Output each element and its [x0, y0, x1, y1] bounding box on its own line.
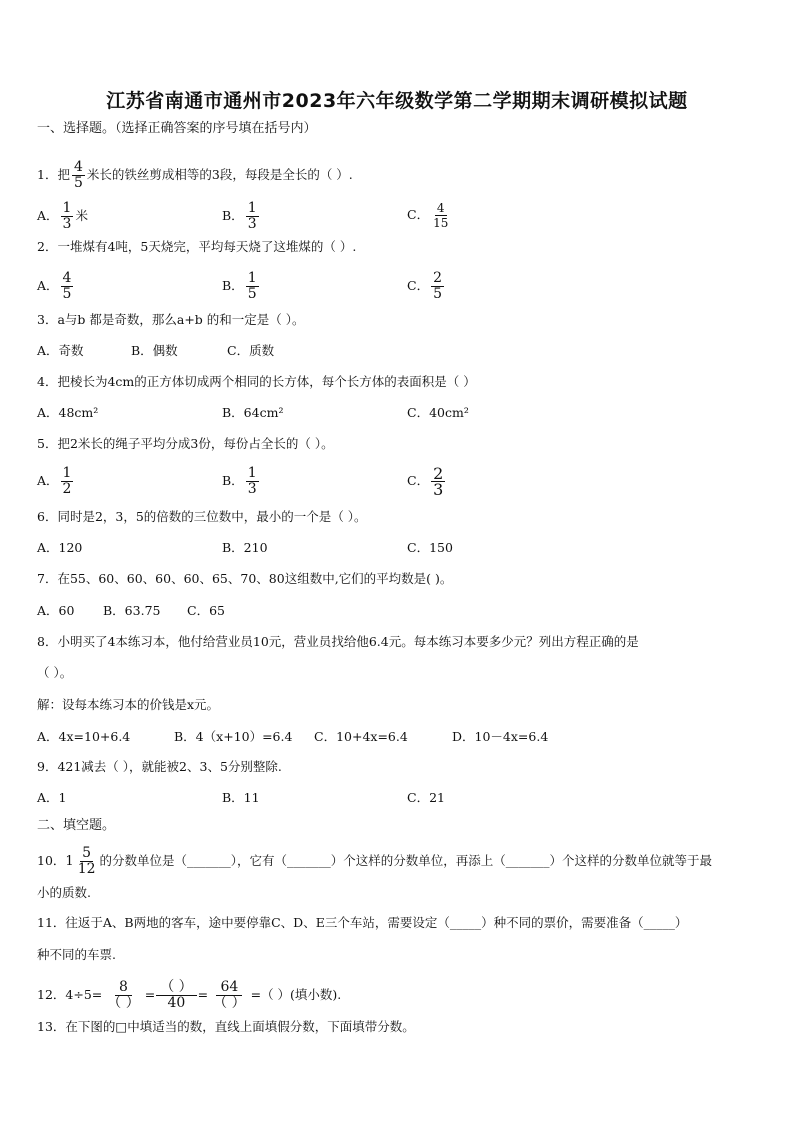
option-b[interactable]: B．210 [222, 540, 268, 555]
question-9: 9．421减去（ ），就能被2、3、5分别整除. [37, 759, 282, 774]
question-2: 2．一堆煤有4吨，5天烧完，平均每天烧了这堆煤的（ ）. [37, 239, 357, 254]
question-11-line2: 种不同的车票. [37, 947, 116, 962]
option-b[interactable]: B．11 [222, 790, 260, 805]
option-b[interactable]: B．64cm² [222, 405, 284, 420]
question-11: 11．往返于A、B两地的客车，途中要停靠C、D、E三个车站，需要设定（_____）种不同的票价，需要准备（_____） [37, 915, 688, 930]
question-1: 1．把 $\frac{4}{5}$ 米长的铁丝剪成相等的3段，每段是全长的（ ）. [37, 159, 353, 191]
question-12: 12．4÷5= $\frac{8}{( )}$ = $\frac{( )}{40}$ = $\frac{64}{( )}$ =（ ）(填小数). [37, 979, 342, 1011]
question-4: 4．把棱长为4cm的正方体切成两个相同的长方体，每个长方体的表面积是（ ） [37, 374, 476, 389]
question-8-blank: （ ）。 [37, 665, 73, 680]
option-c[interactable]: C． $\frac{2}{5}$ [407, 270, 442, 302]
fraction-1[interactable]: $\frac{8}{( )}$ [107, 979, 140, 1011]
option-d[interactable]: D．10－4x=6.4 [452, 729, 549, 744]
option-a[interactable]: A．1 [37, 790, 67, 805]
option-a[interactable]: A． $\frac{1}{2}$ [37, 465, 72, 497]
option-a[interactable]: A．60 [37, 603, 75, 618]
fraction: $\frac{4}{5}$ [73, 159, 83, 191]
option-a[interactable]: A． $\frac{4}{5}$ [37, 270, 72, 302]
fraction-3[interactable]: $\frac{64}{( )}$ [213, 979, 246, 1011]
question-10-line2: 小的质数. [37, 885, 91, 900]
option-c[interactable]: C．65 [187, 603, 225, 618]
option-b[interactable]: B． $\frac{1}{3}$ [222, 465, 257, 497]
mixed-number: 1 $\frac{5}{12}$ [65, 845, 96, 877]
option-a[interactable]: A． $\frac{1}{3}$ 米 [37, 200, 88, 232]
option-b[interactable]: B．63.75 [103, 603, 161, 618]
option-c[interactable]: C．40cm² [407, 405, 469, 420]
option-a[interactable]: A．48cm² [37, 405, 99, 420]
question-13: 13．在下图的□中填适当的数，直线上面填假分数，下面填带分数。 [37, 1019, 415, 1034]
option-c[interactable]: C．150 [407, 540, 453, 555]
question-8-solution: 解：设每本练习本的价钱是x元。 [37, 697, 220, 712]
option-c[interactable]: C． $\frac{4}{15}$ [407, 201, 449, 230]
option-c[interactable]: C．质数 [227, 343, 275, 358]
question-6: 6．同时是2，3，5的倍数的三位数中，最小的一个是（ ）。 [37, 509, 367, 524]
question-3: 3．a与b 都是奇数，那么a+b 的和一定是（ ）。 [37, 312, 305, 327]
question-5: 5．把2米长的绳子平均分成3份，每份占全长的（ ）。 [37, 436, 334, 451]
option-b[interactable]: B． $\frac{1}{5}$ [222, 270, 257, 302]
option-a[interactable]: A．120 [37, 540, 83, 555]
question-8: 8．小明买了4本练习本，他付给营业员10元，营业员找给他6.4元。每本练习本要多少元？列出方程正确的是 [37, 634, 639, 649]
option-a[interactable]: A．奇数 [37, 343, 84, 358]
option-b[interactable]: B．4（x+10）=6.4 [174, 729, 293, 744]
question-7: 7．在55、60、60、60、60、65、70、80这组数中,它们的平均数是( )。 [37, 571, 453, 586]
page-title: 江苏省南通市通州市2023年六年级数学第二学期期末调研模拟试题 [106, 90, 688, 112]
section-heading-choice: 一、选择题。（选择正确答案的序号填在括号内） [37, 121, 317, 136]
option-c[interactable]: C．21 [407, 790, 445, 805]
fraction-2[interactable]: $\frac{( )}{40}$ [156, 980, 196, 1011]
question-10: 10． 1 $\frac{5}{12}$ 的分数单位是（_______），它有（_______）个这样的分数单位，再添上（_______）个这样的分数单位就等于最 [37, 845, 713, 877]
option-b[interactable]: B． $\frac{1}{3}$ [222, 200, 257, 232]
option-a[interactable]: A．4x=10+6.4 [37, 729, 131, 744]
option-c[interactable]: C． $\frac{2}{3}$ [407, 464, 444, 499]
option-b[interactable]: B．偶数 [131, 343, 178, 358]
section-heading-fill: 二、填空题。 [37, 818, 116, 833]
option-c[interactable]: C．10+4x=6.4 [314, 729, 408, 744]
